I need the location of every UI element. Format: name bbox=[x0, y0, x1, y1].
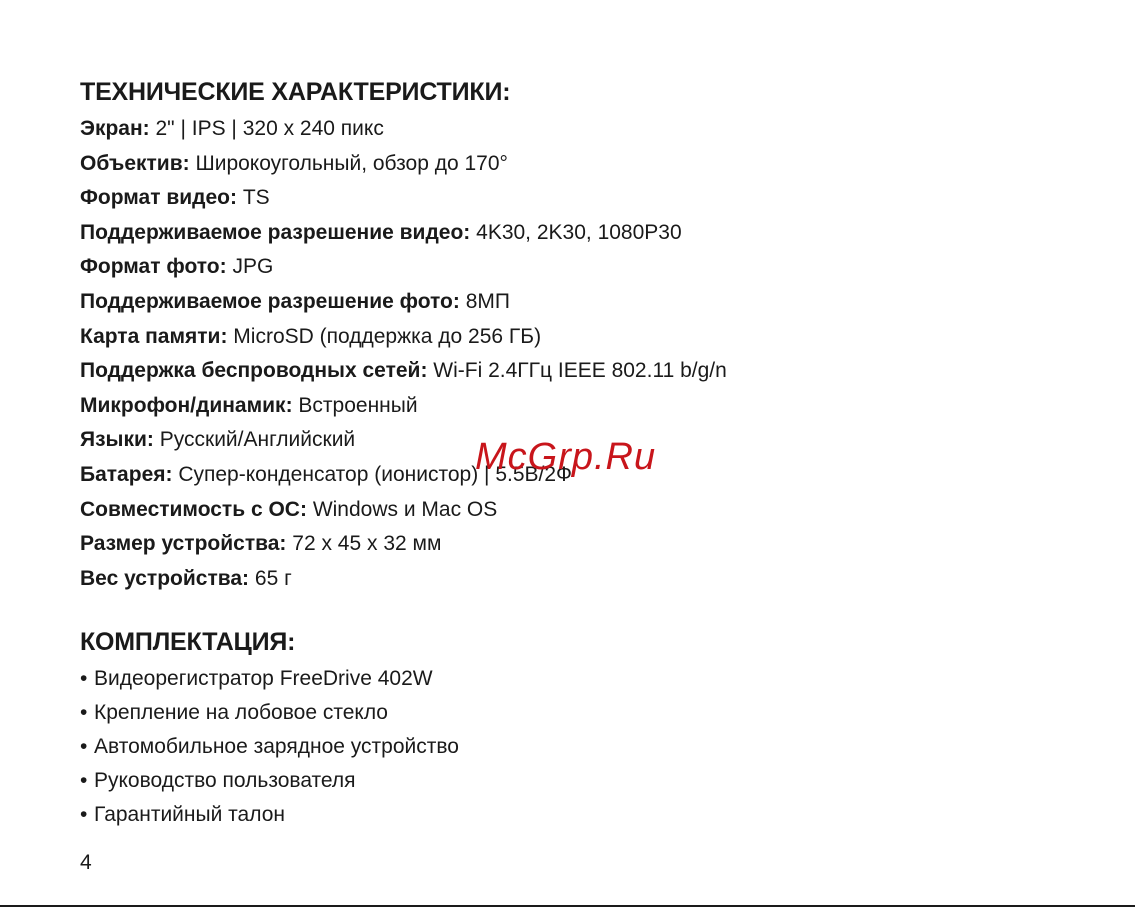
spec-label: Поддерживаемое разрешение видео: bbox=[80, 220, 471, 244]
kit-item-label: Крепление на лобовое стекло bbox=[94, 701, 388, 725]
spec-value: Windows и Mac OS bbox=[312, 497, 498, 521]
page-bottom-rule bbox=[0, 905, 1135, 907]
spec-row bbox=[80, 250, 1080, 285]
spec-value: 4K30, 2K30, 1080P30 bbox=[476, 220, 682, 244]
spec-row bbox=[80, 216, 1080, 251]
spec-value: 8МП bbox=[465, 289, 511, 313]
kit-item bbox=[80, 798, 1080, 832]
bullet-icon: • bbox=[80, 667, 88, 691]
spec-label: Совместимость с ОС: bbox=[80, 497, 307, 521]
spec-row bbox=[80, 354, 1080, 389]
bullet-icon: • bbox=[80, 735, 88, 759]
spec-value: Русский/Английский bbox=[159, 428, 356, 452]
kit-list bbox=[80, 662, 1080, 832]
spec-value: 72 x 45 x 32 мм bbox=[292, 532, 442, 556]
kit-item bbox=[80, 730, 1080, 764]
spec-label: Формат видео: bbox=[80, 186, 238, 210]
spec-label: Языки: bbox=[80, 428, 154, 452]
spec-row bbox=[80, 320, 1080, 355]
spec-row bbox=[80, 181, 1080, 216]
spec-row bbox=[80, 112, 1080, 147]
spec-value: 65 г bbox=[254, 566, 292, 590]
spec-label: Вес устройства: bbox=[80, 566, 250, 590]
kit-item-label: Автомобильное зарядное устройство bbox=[94, 735, 459, 759]
spec-label: Микрофон/динамик: bbox=[80, 393, 293, 417]
kit-heading: КОМПЛЕКТАЦИЯ: bbox=[80, 628, 296, 657]
spec-value: Супер-конденсатор (ионистор) | 5.5В/2Ф bbox=[178, 462, 573, 486]
spec-value: MicroSD (поддержка до 256 ГБ) bbox=[233, 324, 542, 348]
kit-item-label: Руководство пользователя bbox=[94, 769, 356, 793]
spec-row bbox=[80, 527, 1080, 562]
spec-row bbox=[80, 493, 1080, 528]
spec-label: Поддержка беспроводных сетей: bbox=[80, 359, 428, 383]
spec-value: 2" | IPS | 320 x 240 пикс bbox=[155, 117, 384, 140]
bullet-icon: • bbox=[80, 701, 88, 725]
kit-item-label: Видеорегистратор FreeDrive 402W bbox=[94, 667, 433, 691]
kit-item bbox=[80, 696, 1080, 730]
spec-value: JPG bbox=[232, 255, 274, 279]
specs-list bbox=[80, 112, 1080, 596]
spec-row bbox=[80, 562, 1080, 597]
page-number: 4 bbox=[80, 851, 92, 874]
spec-label: Поддерживаемое разрешение фото: bbox=[80, 289, 460, 313]
kit-section bbox=[80, 622, 1080, 832]
spec-label: Экран: bbox=[80, 117, 150, 140]
kit-item bbox=[80, 764, 1080, 798]
spec-label: Объектив: bbox=[80, 151, 190, 175]
spec-value: Встроенный bbox=[298, 393, 418, 417]
spec-row bbox=[80, 147, 1080, 182]
bullet-icon: • bbox=[80, 769, 88, 793]
spec-label: Батарея: bbox=[80, 462, 173, 486]
spec-value: TS bbox=[242, 186, 270, 210]
watermark: McGrp.Ru bbox=[475, 436, 657, 478]
specs-heading: ТЕХНИЧЕСКИЕ ХАРАКТЕРИСТИКИ: bbox=[80, 78, 511, 106]
spec-value: Широкоугольный, обзор до 170° bbox=[195, 151, 508, 175]
kit-item bbox=[80, 662, 1080, 696]
bullet-icon: • bbox=[80, 803, 88, 827]
spec-row bbox=[80, 285, 1080, 320]
spec-label: Формат фото: bbox=[80, 255, 227, 279]
spec-label: Размер устройства: bbox=[80, 532, 287, 556]
spec-label: Карта памяти: bbox=[80, 324, 228, 348]
kit-item-label: Гарантийный талон bbox=[94, 803, 285, 827]
spec-value: Wi-Fi 2.4ГГц IEEE 802.11 b/g/n bbox=[433, 359, 727, 383]
spec-row bbox=[80, 389, 1080, 424]
